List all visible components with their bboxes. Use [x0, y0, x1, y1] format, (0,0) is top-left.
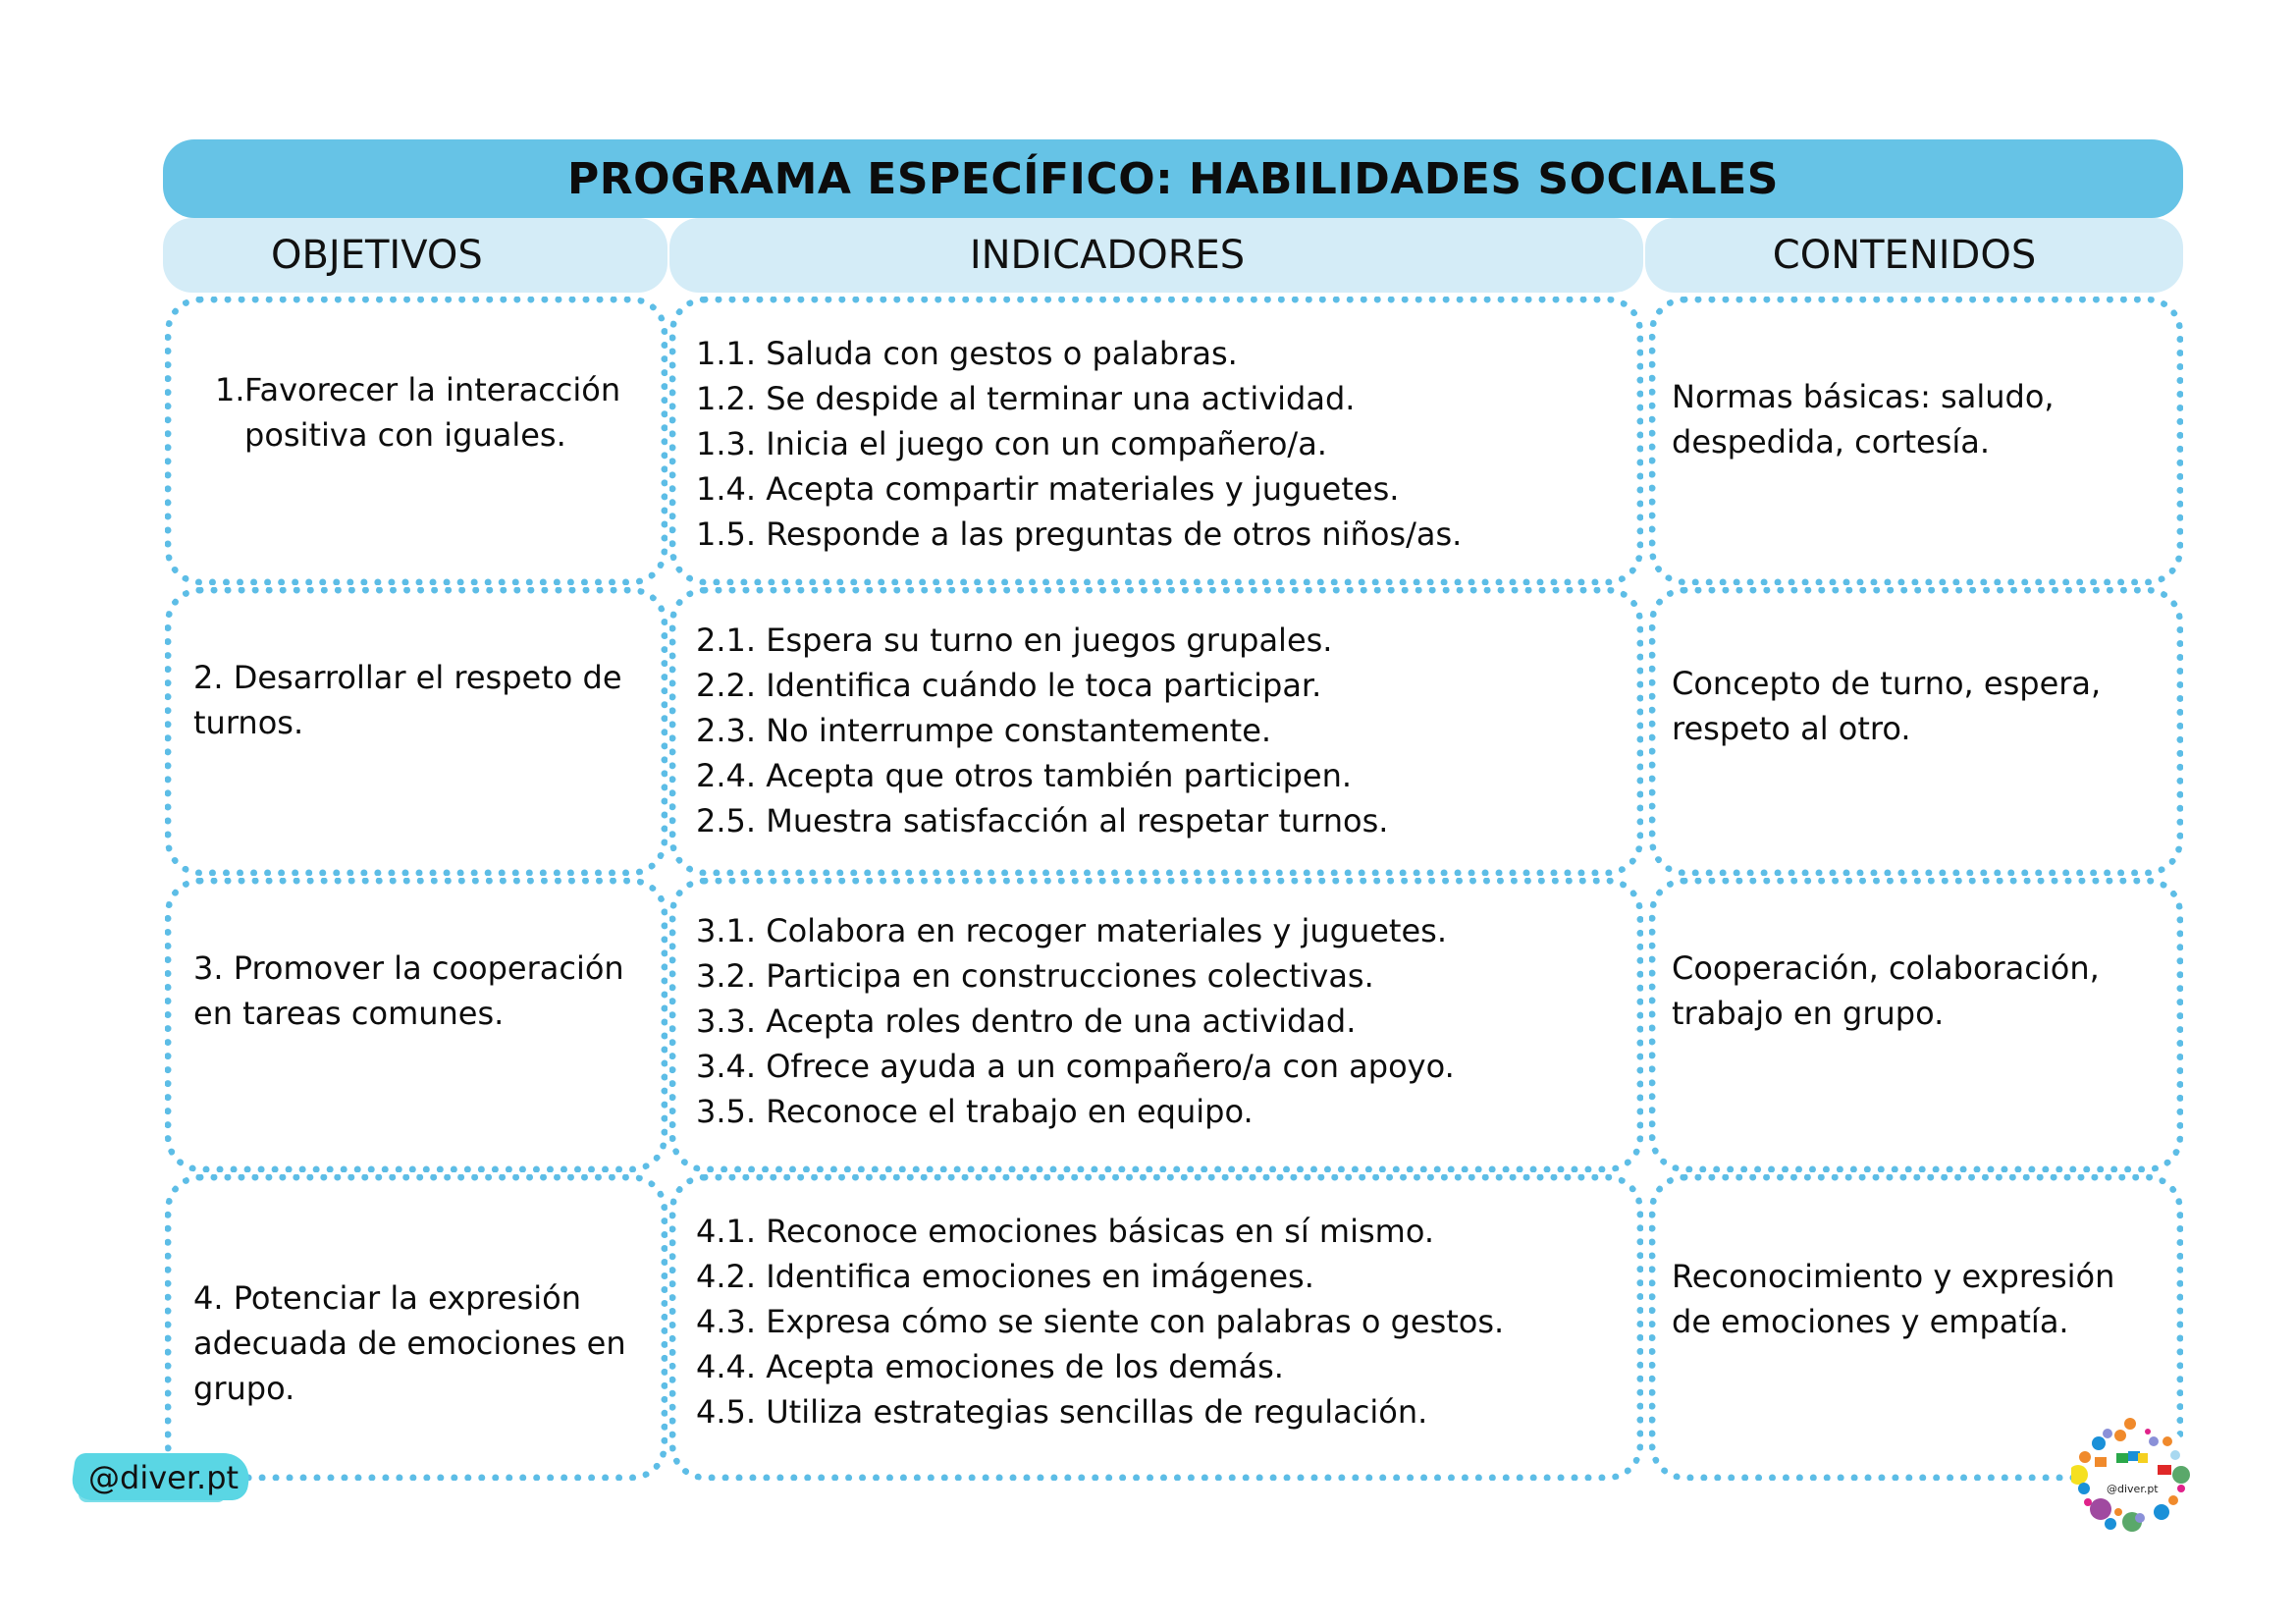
objective-cell: [165, 587, 667, 876]
indicators-cell: [669, 878, 1643, 1172]
indicator-item: 4.3. Expresa cómo se siente con palabras o gestos.: [696, 1303, 1505, 1340]
svg-text:@diver.pt: @diver.pt: [2107, 1483, 2159, 1495]
indicator-item: 1.4. Acepta compartir materiales y juguetes.: [696, 470, 1400, 508]
logo-dots-icon: [2071, 1414, 2199, 1542]
column-header-indicadores: [669, 218, 1643, 293]
column-header-objetivos: [163, 218, 667, 293]
indicator-item: 1.5. Responde a las preguntas de otros niños/as.: [696, 515, 1463, 553]
content-text: Cooperación, colaboración, trabajo en grupo.: [1672, 949, 2100, 1032]
objective-text: 2. Desarrollar el respeto de turnos.: [193, 659, 622, 741]
indicator-item: 1.1. Saluda con gestos o palabras.: [696, 335, 1238, 372]
column-header-label: OBJETIVOS: [271, 233, 483, 278]
indicator-list: [696, 618, 1629, 843]
indicator-item: 2.1. Espera su turno en juegos grupales.: [696, 622, 1333, 659]
objective-label: Favorecer la interacción positiva con iguales.: [244, 371, 621, 454]
page-title: PROGRAMA ESPECÍFICO: HABILIDADES SOCIALES: [567, 153, 1779, 204]
indicator-item: 3.4. Ofrece ayuda a un compañero/a con apoyo.: [696, 1048, 1455, 1085]
indicators-cell: [669, 297, 1643, 585]
diver-logo-icon: [2071, 1414, 2199, 1542]
objective-number: 1.: [215, 371, 245, 408]
content-cell: [1649, 878, 2183, 1172]
objective-cell: [165, 1174, 667, 1481]
indicator-item: 1.3. Inicia el juego con un compañero/a.: [696, 425, 1327, 462]
indicator-item: 3.1. Colabora en recoger materiales y juguetes.: [696, 912, 1447, 949]
content-cell: [1649, 297, 2183, 585]
content-text: Concepto de turno, espera, respeto al otro.: [1672, 665, 2102, 747]
objective-text: [215, 367, 647, 458]
indicator-item: 2.5. Muestra satisfacción al respetar turnos.: [696, 802, 1389, 839]
indicator-item: 4.5. Utiliza estrategias sencillas de regulación.: [696, 1393, 1428, 1431]
watermark: [73, 1443, 249, 1512]
objective-cell: [165, 297, 667, 585]
indicators-cell: [669, 587, 1643, 876]
indicator-item: 2.4. Acepta que otros también participen.: [696, 757, 1353, 794]
content-cell: [1649, 587, 2183, 876]
column-header-label: INDICADORES: [969, 233, 1246, 278]
indicator-item: 2.3. No interrumpe constantemente.: [696, 712, 1272, 749]
indicator-item: 4.4. Acepta emociones de los demás.: [696, 1348, 1284, 1385]
objective-cell: [165, 878, 667, 1172]
indicator-item: 3.3. Acepta roles dentro de una actividad.: [696, 1002, 1357, 1040]
indicator-item: 4.1. Reconoce emociones básicas en sí mismo.: [696, 1213, 1435, 1250]
watermark-text: @diver.pt: [88, 1459, 240, 1496]
indicator-item: 3.5. Reconoce el trabajo en equipo.: [696, 1093, 1254, 1130]
objective-text: 4. Potenciar la expresión adecuada de emociones en grupo.: [193, 1279, 626, 1407]
indicator-item: 1.2. Se despide al terminar una actividad.: [696, 380, 1356, 417]
content-text: Normas básicas: saludo, despedida, cortesía.: [1672, 378, 2055, 460]
objective-text: 3. Promover la cooperación en tareas comunes.: [193, 949, 624, 1032]
title-bar: [163, 139, 2183, 218]
indicator-list: [696, 331, 1629, 557]
indicator-list: [696, 1209, 1629, 1435]
column-header-contenidos: [1645, 218, 2183, 293]
content-text: Reconocimiento y expresión de emociones y empatía.: [1672, 1258, 2115, 1340]
indicator-item: 3.2. Participa en construcciones colectivas.: [696, 957, 1374, 995]
column-header-label: CONTENIDOS: [1772, 233, 2037, 278]
indicator-list: [696, 908, 1629, 1134]
indicator-item: 4.2. Identifica emociones en imágenes.: [696, 1258, 1314, 1295]
indicator-item: 2.2. Identifica cuándo le toca participar.: [696, 667, 1322, 704]
indicators-cell: [669, 1174, 1643, 1481]
